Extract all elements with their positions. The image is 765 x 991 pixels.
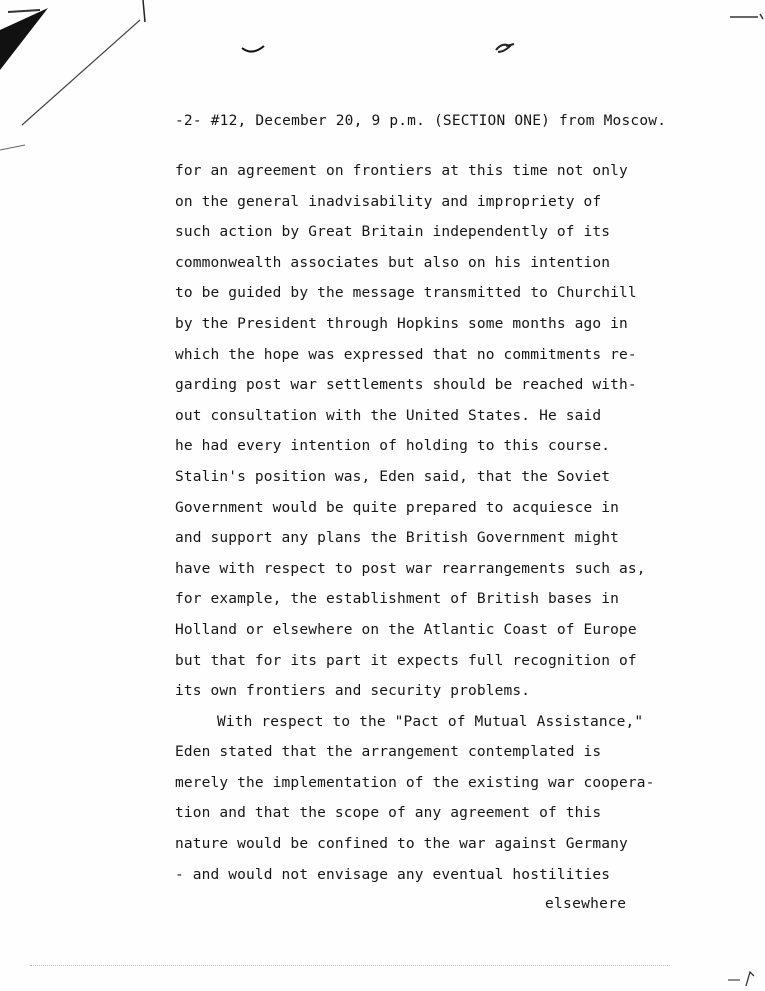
text-line: and support any plans the British Government might <box>175 530 619 547</box>
text-line: but that for its part it expects full recognition of <box>175 652 637 669</box>
telegram-body <box>175 156 715 890</box>
scan-top-center-mark <box>494 40 518 56</box>
scan-corner-mark <box>0 0 160 160</box>
text-line: commonwealth associates but also on his intention <box>175 254 611 271</box>
scan-top-right-mark <box>728 10 765 24</box>
telegram-header: -2- #12, December 20, 9 p.m. (SECTION ONE) from Moscow. <box>175 113 667 129</box>
text-line: by the President through Hopkins some months ago in <box>175 315 628 332</box>
text-line: for example, the establishment of British bases in <box>175 591 619 608</box>
text-line: Holland or elsewhere on the Atlantic Coast of Europe <box>175 621 637 638</box>
text-line: which the hope was expressed that no commitments re- <box>175 346 637 363</box>
scan-bottom-right-mark <box>726 968 765 991</box>
text-line: garding post war settlements should be reached with- <box>175 377 637 394</box>
continuation-word: elsewhere <box>545 896 627 912</box>
text-line: Government would be quite prepared to acquiesce in <box>175 499 619 516</box>
text-line: With respect to the "Pact of Mutual Assistance," <box>217 713 644 730</box>
scan-top-mark <box>240 40 270 60</box>
text-line: on the general inadvisability and impropriety of <box>175 193 602 210</box>
text-line: merely the implementation of the existing war coopera- <box>175 774 655 791</box>
text-line: Eden stated that the arrangement contemplated is <box>175 744 602 761</box>
text-line: its own frontiers and security problems. <box>175 683 531 700</box>
text-line: such action by Great Britain independently of its <box>175 224 611 241</box>
scan-bottom-edge <box>30 965 670 968</box>
text-line: - and would not envisage any eventual hostilities <box>175 866 611 883</box>
text-line: out consultation with the United States. He said <box>175 407 602 424</box>
text-line: for an agreement on frontiers at this time not only <box>175 163 628 179</box>
text-line: tion and that the scope of any agreement of this <box>175 805 602 822</box>
text-line: have with respect to post war rearrangements such as, <box>175 560 646 577</box>
text-line: Stalin's position was, Eden said, that the Soviet <box>175 468 611 485</box>
text-line: nature would be confined to the war against Germany <box>175 836 628 853</box>
text-line: to be guided by the message transmitted to Churchill <box>175 285 637 302</box>
text-line: he had every intention of holding to this course. <box>175 438 611 455</box>
